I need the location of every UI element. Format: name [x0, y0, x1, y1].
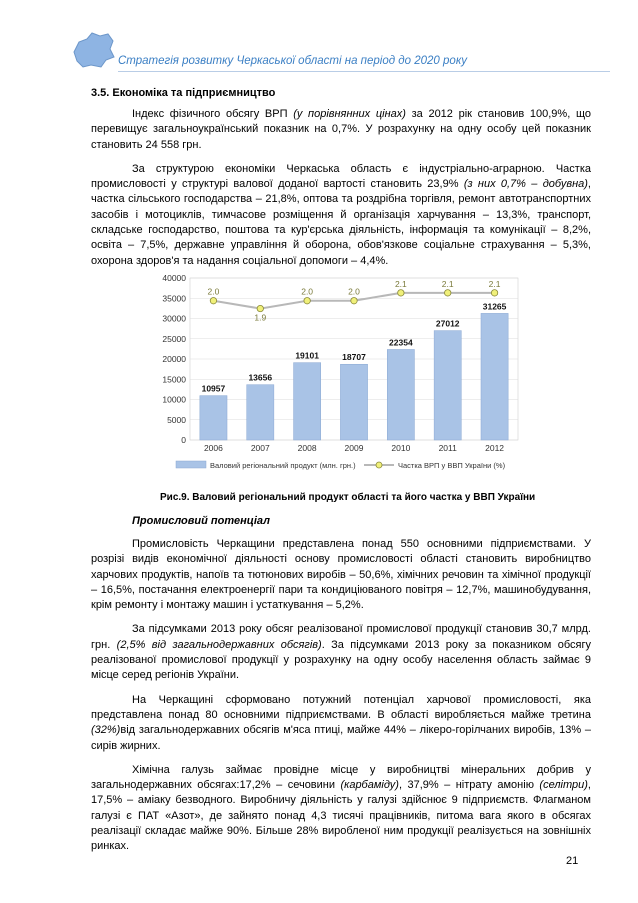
- y-tick-label: 10000: [162, 394, 186, 405]
- share-value-label: 1.9: [254, 312, 267, 323]
- share-marker: [445, 290, 451, 296]
- x-tick-label: 2007: [250, 443, 270, 453]
- share-marker: [491, 290, 497, 296]
- share-value-label: 2.0: [301, 286, 314, 297]
- page-number: 21: [566, 855, 579, 867]
- paragraph-industry-structure: Промисловість Черкащини представлена понад 550 основними підприємствами. У розрізі видів економічної діяльності основу промисловості області становить виробництво харчових продуктів, напоїв та тютюнових виробів – 50,6%, хімічних речовин та хімічної продукції – 16,5%, постачання електроенергії пари та кондиціюваного повітря – 12,7%, машинобудування, крім ремонту і монтажу машин і устаткування – 5,2%.: [91, 538, 591, 612]
- y-tick-label: 30000: [162, 313, 186, 324]
- paragraph-chemical-industry: Хімічна галузь займає провідне місце у виробництві мінеральних добрив у загальнодержавних обсягах:17,2% – сечовини (карбаміду), 37,9% – нітрату амонію (селітри), 17,5% – аміаку безводного. Виробничу діяльність у галузі здійснює 9 підприємств. Флагманом галузі є ПАТ «Азот», де зайнято понад 4,3 тисячі працівників, питома вага якого в обсягах реалізації складає майже 90%. Більше 28% виробленої ним продукції реалізується на зовнішніх ринках.: [91, 763, 591, 853]
- bar-value-label: 31265: [482, 301, 507, 312]
- share-value-label: 2.1: [488, 278, 501, 289]
- bar-grp: [387, 349, 414, 440]
- header-divider: [118, 71, 610, 72]
- header-title: Стратегія розвитку Черкаської області на період до 2020 року: [118, 55, 467, 67]
- x-tick-label: 2011: [438, 443, 457, 453]
- paragraph-food-industry: На Черкащині сформовано потужний потенціал харчової промисловості, яка представлена понад 80 основними підприємствами. В області виробляється майже третина (32%)від загальнодержавних обсягів м'яса птиці, майже 44% – лікеро-горілчаних виробів, 13% – сирів жирних.: [91, 693, 591, 752]
- grp-chart-svg: [138, 270, 528, 480]
- bar-value-label: 18707: [342, 352, 366, 363]
- bar-grp: [481, 313, 508, 440]
- bar-grp: [200, 396, 227, 440]
- paragraph-economy-structure: За структурою економіки Черкаська область є індустріально-аграрною. Частка промисловості у структурі валової доданої вартості становить 23,9% (з них 0,7% – добувна), частка сільського господарства – 21,8%, оптова та роздрібна торгівля, ремонт автотранспортних засобів і мотоциклів, тимчасове розміщення й організація харчування – 13,3%, транспорт, складське господарство, поштова та кур'єрська діяльність, інформація та комунікації – 8,2%, освіта – 7,5%, державне управління й оборона, обов'язкове соціальне страхування – 5,3%, охорона здоров'я та надання соціальної допомоги – 4,4%.: [91, 162, 591, 267]
- x-tick-label: 2010: [391, 443, 411, 453]
- bar-value-label: 19101: [295, 350, 319, 361]
- legend-label-share: Частка ВРП у ВВП України (%): [398, 461, 506, 470]
- figure-caption: Рис.9. Валовий регіональний продукт області та його частка у ВВП України: [160, 492, 536, 503]
- bar-value-label: 27012: [435, 318, 460, 329]
- section-industry: [91, 515, 591, 864]
- share-marker: [398, 290, 404, 296]
- y-tick-label: 20000: [162, 354, 186, 364]
- x-tick-label: 2006: [203, 443, 223, 453]
- grp-chart: [138, 270, 528, 480]
- y-tick-label: 40000: [162, 273, 186, 283]
- y-tick-label: 15000: [162, 374, 186, 385]
- industry-subheading: Промисловий потенціал: [132, 515, 270, 527]
- share-marker: [304, 298, 310, 304]
- y-tick-label: 5000: [167, 414, 186, 425]
- legend-marker-share: [376, 462, 382, 468]
- bar-value-label: 22354: [389, 337, 413, 348]
- paragraph-industry-sales: За підсумками 2013 року обсяг реалізованої промислової продукції становив 30,7 млрд. грн. (2,5% від загальнодержавних обсягів). За підсумками 2013 року за показником обсягу реалізованої промислової продукції у розрахунку на одну особу населення область займає 9 місце серед регіонів України.: [91, 623, 591, 682]
- bar-grp: [340, 364, 367, 440]
- y-tick-label: 0: [181, 435, 186, 445]
- y-tick-label: 35000: [162, 293, 186, 304]
- region-map-icon: [70, 30, 116, 70]
- x-tick-label: 2009: [344, 443, 364, 453]
- bar-grp: [247, 385, 274, 440]
- legend-label-grp: Валовий регіональний продукт (млн. грн.): [210, 461, 356, 470]
- x-tick-label: 2012: [485, 443, 505, 453]
- x-tick-label: 2008: [297, 443, 317, 453]
- page-header: [70, 22, 610, 72]
- share-value-label: 2.0: [348, 286, 360, 297]
- bar-value-label: 13656: [248, 372, 273, 383]
- share-marker: [257, 305, 263, 311]
- share-value-label: 2.0: [207, 286, 220, 297]
- section-top: [91, 87, 591, 278]
- section-heading: 3.5. Економіка та підприємництво: [91, 87, 276, 99]
- paragraph-grp-index: Індекс фізичного обсягу ВРП (у порівнянних цінах) за 2012 рік становив 100,9%, що перевищує загальноукраїнський показник на 0,7%. У розрахунку на одну особу цей показник становить 24 558 грн.: [91, 108, 591, 151]
- share-value-label: 2.1: [441, 278, 454, 289]
- bar-grp: [434, 331, 461, 440]
- bar-grp: [294, 363, 321, 440]
- bar-value-label: 10957: [201, 383, 226, 394]
- share-marker: [210, 298, 216, 304]
- y-tick-label: 25000: [162, 333, 186, 344]
- legend-swatch-grp: [176, 461, 206, 468]
- share-marker: [351, 298, 357, 304]
- share-value-label: 2.1: [394, 278, 407, 289]
